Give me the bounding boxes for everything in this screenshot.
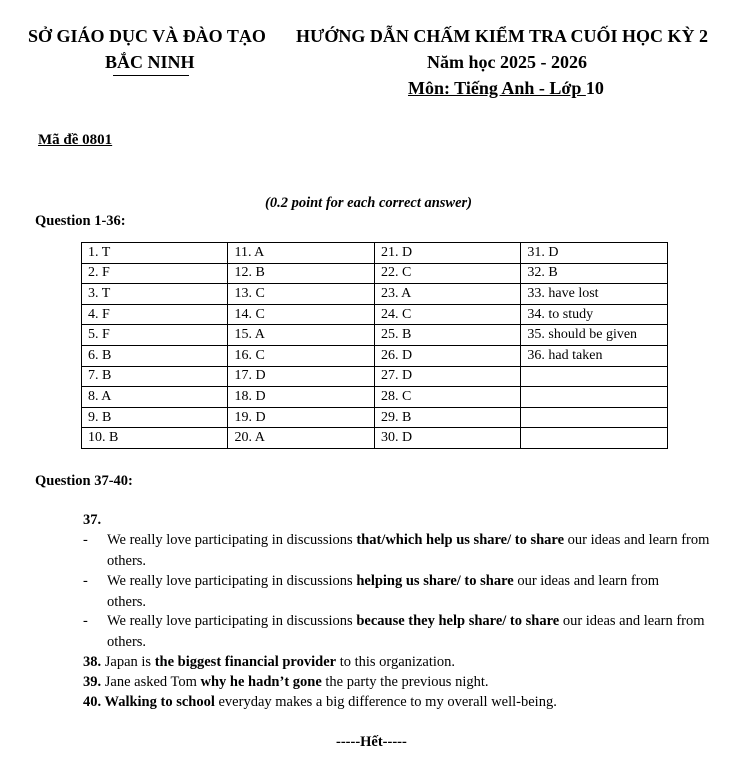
answer-cell: 35. should be given xyxy=(521,325,668,346)
answer-key-phrase: why he hadn’t gone xyxy=(200,674,322,690)
answer-text: the party the previous night. xyxy=(321,674,489,690)
exam-code: Mã đề 0801 xyxy=(38,132,113,148)
answer-cell: 6. B xyxy=(82,345,228,366)
answer-key-phrase: helping us share/ to share xyxy=(356,573,514,589)
answer-cell: 17. D xyxy=(228,366,374,387)
answer-row xyxy=(82,387,668,408)
answer-row xyxy=(82,407,668,428)
answer-row xyxy=(82,304,668,325)
answer-row xyxy=(82,325,668,346)
answer-cell: 36. had taken xyxy=(521,345,668,366)
answer-text: our ideas and learn from others. xyxy=(107,573,660,610)
section-title-1-36: Question 1-36: xyxy=(35,213,126,229)
header-divider xyxy=(113,75,189,76)
answer-cell: 8. A xyxy=(82,387,228,408)
bullet-dash: - xyxy=(83,613,88,629)
question-37-number: 37. xyxy=(83,512,102,528)
bullet-dash: - xyxy=(83,532,88,548)
question-number: 38. xyxy=(83,654,102,670)
subject-label: Môn: Tiếng Anh - Lớp xyxy=(408,78,586,98)
subject-line xyxy=(408,78,604,99)
answer-text: Jane asked Tom xyxy=(101,674,201,690)
answer-key-phrase: the biggest financial provider xyxy=(154,654,337,670)
answer-cell xyxy=(521,387,668,408)
answer-text: Japan is xyxy=(101,654,155,670)
answer-row xyxy=(82,345,668,366)
answer-row xyxy=(82,263,668,284)
answer-text: everyday makes a big difference to my overall well-being. xyxy=(214,694,557,710)
answer-cell: 24. C xyxy=(374,304,520,325)
answer-cell xyxy=(521,428,668,449)
answer-cell: 23. A xyxy=(374,284,520,305)
province-name: BẮC NINH xyxy=(105,52,195,72)
document-title: HƯỚNG DẪN CHẤM KIỂM TRA CUỐI HỌC KỲ 2 xyxy=(296,26,709,46)
department-name: SỞ GIÁO DỤC VÀ ĐÀO TẠO xyxy=(28,26,266,46)
question-40-answer xyxy=(83,692,557,713)
question-number: 40. xyxy=(83,694,102,710)
answer-cell: 31. D xyxy=(521,243,668,264)
answer-cell: 26. D xyxy=(374,345,520,366)
answer-cell: 30. D xyxy=(374,428,520,449)
answer-cell: 11. A xyxy=(228,243,374,264)
answer-cell: 28. C xyxy=(374,387,520,408)
answer-text: to this organization. xyxy=(336,654,456,670)
answer-cell: 22. C xyxy=(374,263,520,284)
point-note: (0.2 point for each correct answer) xyxy=(265,195,473,211)
answer-cell: 5. F xyxy=(82,325,228,346)
answer-text: We really love participating in discussions xyxy=(107,573,357,589)
answer-row xyxy=(82,284,668,305)
bullet-dash: - xyxy=(83,573,88,589)
answer-text: our ideas and learn from others. xyxy=(107,532,710,569)
answer-text: our ideas and learn from others. xyxy=(107,613,705,650)
section-title-37-40: Question 37-40: xyxy=(35,473,133,489)
answer-cell: 4. F xyxy=(82,304,228,325)
answer-row xyxy=(82,428,668,449)
answer-text: We really love participating in discussions xyxy=(107,532,357,548)
subject-grade: 10 xyxy=(585,78,604,98)
answer-table xyxy=(81,242,668,449)
answer-cell: 1. T xyxy=(82,243,228,264)
answer-cell: 2. F xyxy=(82,263,228,284)
answer-row xyxy=(82,366,668,387)
answer-cell: 3. T xyxy=(82,284,228,305)
answer-cell: 13. C xyxy=(228,284,374,305)
answer-cell: 18. D xyxy=(228,387,374,408)
answer-cell xyxy=(521,407,668,428)
answer-key-phrase: Walking to school xyxy=(101,694,215,710)
answer-row xyxy=(82,243,668,264)
answer-cell: 16. C xyxy=(228,345,374,366)
question-37-answer-2 xyxy=(107,571,697,612)
answer-cell: 14. C xyxy=(228,304,374,325)
answer-key-phrase: that/which help us share/ to share xyxy=(356,532,565,548)
question-38-answer xyxy=(83,652,455,673)
question-number: 39. xyxy=(83,674,102,690)
answer-key-phrase: because they help share/ to share xyxy=(356,613,560,629)
question-39-answer xyxy=(83,672,489,693)
answer-cell: 29. B xyxy=(374,407,520,428)
answer-cell: 9. B xyxy=(82,407,228,428)
answer-cell: 27. D xyxy=(374,366,520,387)
answer-cell: 15. A xyxy=(228,325,374,346)
answer-cell: 21. D xyxy=(374,243,520,264)
answer-cell xyxy=(521,366,668,387)
answer-cell: 34. to study xyxy=(521,304,668,325)
answer-cell: 7. B xyxy=(82,366,228,387)
answer-cell: 10. B xyxy=(82,428,228,449)
answer-cell: 12. B xyxy=(228,263,374,284)
school-year: Năm học 2025 - 2026 xyxy=(427,52,587,72)
answer-cell: 33. have lost xyxy=(521,284,668,305)
question-37-answer-3 xyxy=(107,611,717,652)
answer-cell: 32. B xyxy=(521,263,668,284)
answer-cell: 25. B xyxy=(374,325,520,346)
answer-cell: 20. A xyxy=(228,428,374,449)
end-marker: -----Hết----- xyxy=(336,734,407,750)
question-37-answer-1 xyxy=(107,530,717,571)
answer-text: We really love participating in discussions xyxy=(107,613,357,629)
answer-cell: 19. D xyxy=(228,407,374,428)
